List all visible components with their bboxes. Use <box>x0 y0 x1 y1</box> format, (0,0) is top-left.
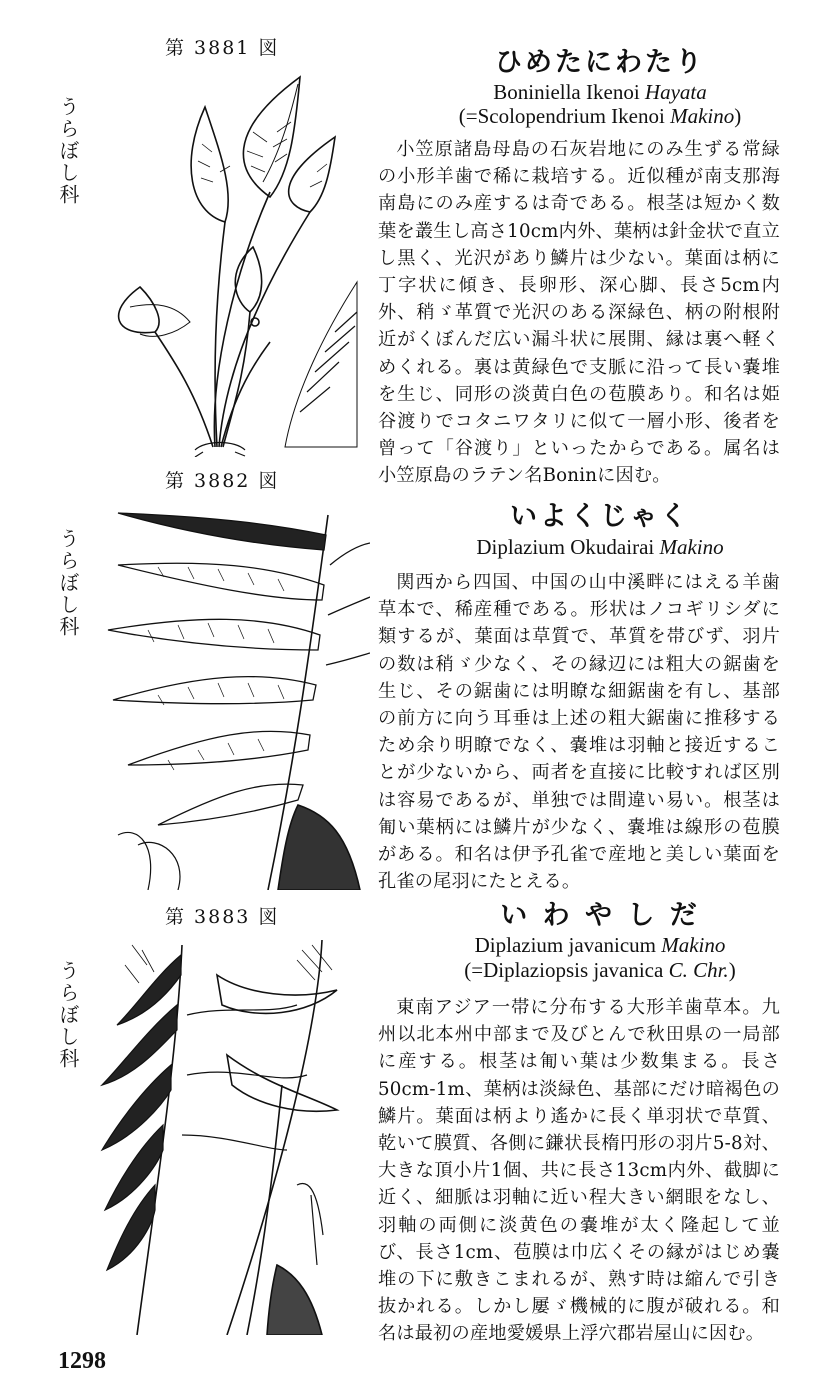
scientific-name <box>380 80 820 105</box>
fern-illustration <box>97 935 359 1335</box>
figure-number: 第 3881 図 <box>165 37 280 59</box>
scientific-name <box>380 933 820 958</box>
synonym-name <box>380 958 820 983</box>
family-label: うらぼし科 <box>56 528 80 638</box>
entry-description: 関西から四国、中国の山中溪畔にはえる羊歯草本で、稀産種である。形状はノコギリシダに類するが、葉面は草質で、革質を帯びず、羽片の数は稍ゞ少なく、その縁辺には粗大の鋸歯を生じ、その鋸歯には明瞭な細鋸歯を有し、基部の前方に向う耳垂は上述の粗大鋸歯に推移するため余り明瞭でなく、嚢堆は羽軸と接近することが少ないから、両者を直接に比較すれば区別は容易であるが、単独では間違い易い。根茎は匍い葉柄には鱗片が少なく、嚢堆は線形の苞膜がある。和名は伊予孔雀で産地と美しい葉面を孔雀の尾羽にたとえる。 <box>378 572 780 893</box>
synonym-name-text: (=Diplaziopsis javanica <box>464 958 664 982</box>
entry-description: 小笠原諸島母島の石灰岩地にのみ生ずる常緑の小形羊歯で稀に栽培する。近似種が南支那海南島にのみ産するは奇である。根茎は短かく数葉を叢生し高さ10cm内外、葉柄は針金状で直立し黒く、光沢があり鱗片は少ない。葉面は柄に丁字状に傾き、長卵形、深心脚、長さ5cm内外、稍ゞ革質で光沢のある深緑色、柄の附根附近がくぼんだ広い漏斗状に展開、縁は裏へ軽くめくれる。裏は黄緑色で支脈に沿って長い嚢堆を生じ、同形の淡黄白色の苞膜あり。和名は姫谷渡りでコタニワタリに似て一層小形、後者を曾って「谷渡り」といったからである。属名は小笠原島のラテン名Boninに因む。 <box>378 139 780 487</box>
synonym-close-paren: ) <box>728 958 736 982</box>
entry-title: い わ や し だ <box>500 900 700 931</box>
family-label: うらぼし科 <box>56 960 80 1070</box>
figure-number: 第 3882 図 <box>165 470 280 492</box>
scientific-name-text: Diplazium javanicum <box>474 933 656 957</box>
synonym-name-author: Makino <box>670 104 735 128</box>
entry-description: 東南アジア一帯に分布する大形羊歯草本。九州以北本州中部まで及びとんで秋田県の一局部に産する。根茎は匍い葉は少数集まる。長さ50cm-1m、葉柄は淡緑色、基部にだけ暗褐色の鱗片。葉面は柄より遙かに長く単羽状で草質、乾いて膜質、各側に鎌状長楕円形の羽片5-8対、大きな頂小片1個、共に長さ13cm内外、截脚に近く、細脈は羽軸に近い程大きい網眼をなし、羽軸の両側に淡黄色の嚢堆が太く隆起して並び、長さ1cm、苞膜は巾広くその縁がはじめ嚢堆の下に敷きこまれるが、熟す時は縮んで引き抜かれる。しかし屢ゞ機械的に腹が破れる。和名は最初の産地愛媛県上浮穴郡岩屋山に因む。 <box>378 997 780 1345</box>
fern-illustration <box>98 505 370 890</box>
synonym-name-author: C. Chr. <box>668 958 729 982</box>
scientific-name-author: Makino <box>661 933 726 957</box>
page-number: 1298 <box>58 1348 106 1374</box>
synonym-name <box>380 104 820 129</box>
scientific-name <box>380 535 820 560</box>
entry-title: ひめたにわたり <box>495 47 705 78</box>
scientific-name-text: Diplazium Okudairai <box>476 535 655 559</box>
scientific-name-text: Boniniella Ikenoi <box>493 80 640 104</box>
scientific-name-author: Hayata <box>644 80 707 104</box>
family-label: うらぼし科 <box>56 96 80 206</box>
fern-illustration <box>95 72 360 457</box>
scientific-name-author: Makino <box>659 535 724 559</box>
figure-number: 第 3883 図 <box>165 906 280 928</box>
entry-title: いよくじゃく <box>510 501 690 532</box>
synonym-close-paren: ) <box>734 104 742 128</box>
synonym-name-text: (=Scolopendrium Ikenoi <box>458 104 665 128</box>
